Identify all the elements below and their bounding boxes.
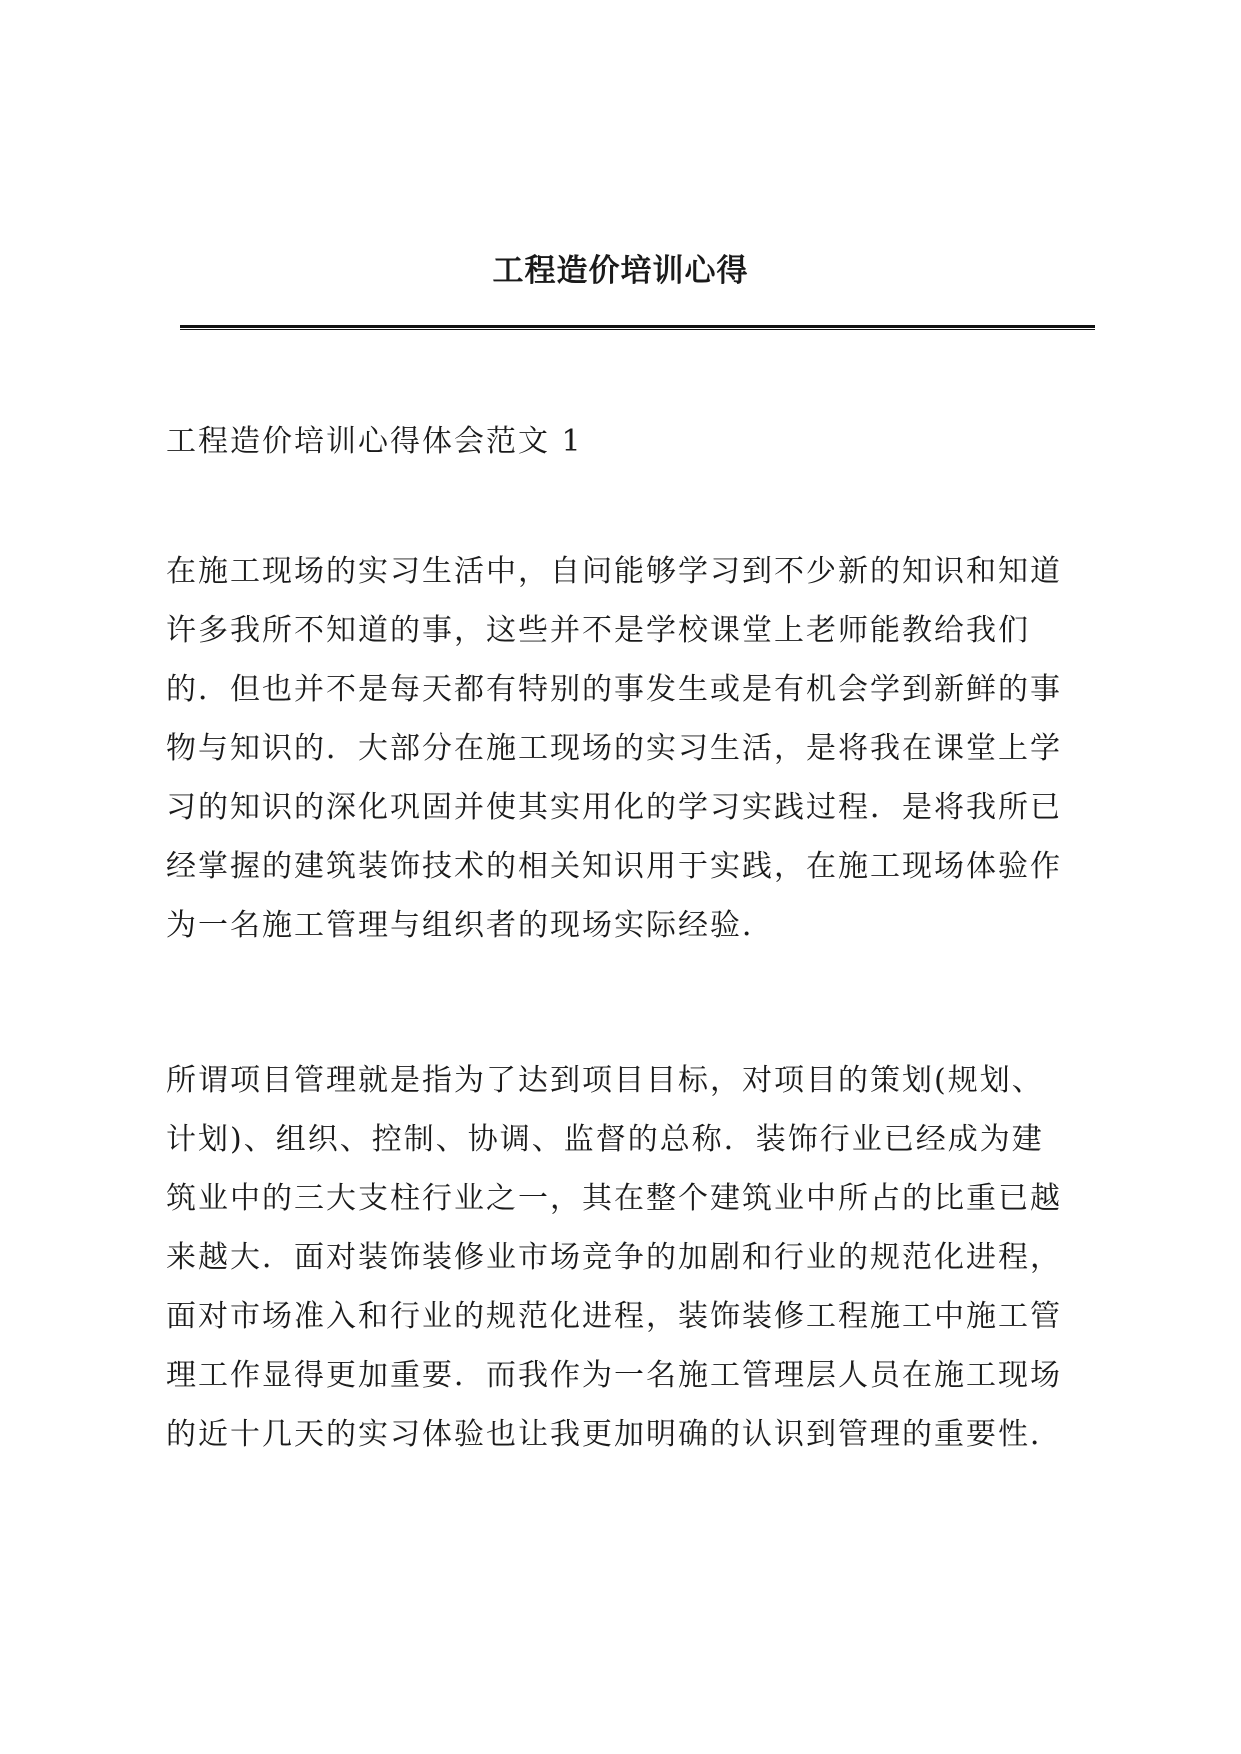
paragraph-line: 在施工现场的实习生活中，自问能够学习到不少新的知识和知道: [166, 554, 1062, 589]
paragraph-2: [166, 1051, 1096, 1464]
paragraph-line: 习的知识的深化巩固并使其实用化的学习实践过程．是将我所已: [166, 790, 1062, 825]
paragraph-line: 经掌握的建筑装饰技术的相关知识用于实践，在施工现场体验作: [166, 849, 1062, 884]
paragraph-line: 理工作显得更加重要．而我作为一名施工管理层人员在施工现场: [166, 1358, 1062, 1393]
page-title: 工程造价培训心得: [492, 253, 749, 289]
paragraph-line: 物与知识的．大部分在施工现场的实习生活，是将我在课堂上学: [166, 731, 1062, 766]
paragraph-line: 来越大．面对装饰装修业市场竞争的加剧和行业的规范化进程，: [166, 1240, 1062, 1275]
paragraph-line: 所谓项目管理就是指为了达到项目目标，对项目的策划(规划、: [166, 1063, 1044, 1098]
paragraph-line: 筑业中的三大支柱行业之一，其在整个建筑业中所占的比重已越: [166, 1181, 1062, 1216]
paragraph-1: [166, 542, 1096, 955]
paragraph-line: 面对市场准入和行业的规范化进程，装饰装修工程施工中施工管: [166, 1299, 1062, 1334]
paragraph-line: 许多我所不知道的事，这些并不是学校课堂上老师能教给我们: [166, 613, 1030, 648]
document-subtitle: 工程造价培训心得体会范文 1: [166, 424, 583, 459]
paragraph-line: 计划)、组织、控制、协调、监督的总称．装饰行业已经成为建: [166, 1122, 1044, 1157]
title-divider: [180, 325, 1095, 330]
paragraph-line: 为一名施工管理与组织者的现场实际经验．: [166, 908, 774, 943]
paragraph-line: 的近十几天的实习体验也让我更加明确的认识到管理的重要性．: [166, 1417, 1062, 1452]
paragraph-line: 的．但也并不是每天都有特别的事发生或是有机会学到新鲜的事: [166, 672, 1062, 707]
